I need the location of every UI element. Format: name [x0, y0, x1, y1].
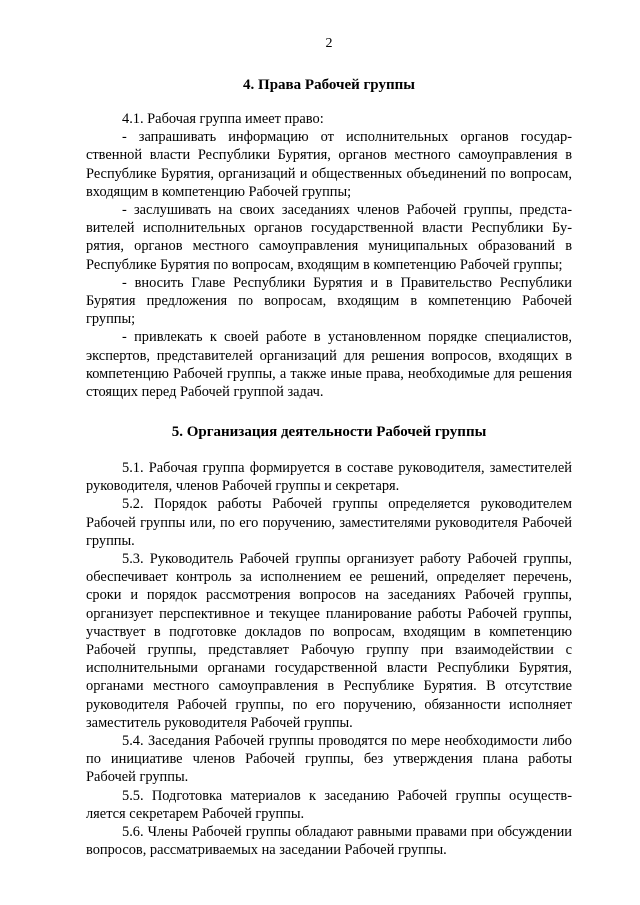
paragraph-5-2: 5.2. Порядок работы Рабочей группы определяется руководителем Рабочей группы или, по его поручению, заместителями руководителя Рабочей группы. — [86, 496, 572, 549]
paragraph-5-1: 5.1. Рабочая группа формируется в составе руководителя, заместителей руководителя, членов Рабочей группы и секретаря. — [86, 460, 572, 495]
section-4-heading: 4. Права Рабочей группы — [243, 77, 415, 93]
paragraph-4-1-item-hear-members: - заслушивать на своих заседаниях членов Рабочей группы, представителей исполнительных органов государственной власти Республики Бурятия, органов местного самоуправления муниципальных образований в Республике Бурятия по вопросам, входящим в компетенцию Рабочей группы; — [86, 202, 572, 273]
page-number: 2 — [325, 36, 333, 51]
paragraph-5-6: 5.6. Члены Рабочей группы обладают равными правами при обсуждении вопросов, рассматриваемых на заседании Рабочей группы. — [86, 824, 572, 859]
paragraph-5-3: 5.3. Руководитель Рабочей группы организует работу Рабочей группы, обеспечивает контроль за исполнением ее решений, определяет перечень, сроки и порядок рассмотрения вопросов на заседаниях Рабочей группы, организует перспективное и текущее планирование работы Рабочей группы, участвует в подготовке докладов по вопросам, входящим в компетенцию Рабочей группы, представляет Рабочую группу при взаимодействии с исполнительными органами государственной власти Республики Бурятия, органами местного самоуправления в Республике Бурятия. В отсутствие руководителя Рабочей группы, по его поручению, обязанности исполняет заместитель руководителя Рабочей группы. — [86, 551, 572, 731]
paragraph-5-4: 5.4. Заседания Рабочей группы проводятся по мере необходимости либо по инициативе членов Рабочей группы, без утверждения плана работы Рабочей группы. — [86, 733, 572, 786]
section-5-heading: 5. Организация деятельности Рабочей группы — [171, 424, 487, 440]
section-4-body — [86, 110, 572, 401]
paragraph-4-1-item-request-info: - запрашивать информацию от исполнительных органов государственной власти Республики Бурятия, органов местного самоуправления в Республике Бурятия, организаций и общественных объединений по вопросам, входящим в компетенцию Рабочей группы; — [86, 129, 572, 200]
paragraph-5-5: 5.5. Подготовка материалов к заседанию Рабочей группы осуществляется секретарем Рабочей группы. — [86, 787, 572, 822]
section-5-body — [86, 459, 572, 859]
paragraph-4-1-item-submit-proposals: - вносить Главе Республики Бурятия и в Правительство Республики Бурятия предложения по вопросам, входящим в компетенцию Рабочей группы; — [86, 274, 572, 328]
paragraph-4-1: 4.1. Рабочая группа имеет право: — [122, 111, 324, 127]
paragraph-4-1-item-involve-experts: - привлекать к своей работе в установленном порядке специалистов, экспертов, представителей организаций для решения вопросов, входящих в компетенцию Рабочей группы, а также иные права, необходимые для решения стоящих перед Рабочей группой задач. — [86, 329, 572, 401]
